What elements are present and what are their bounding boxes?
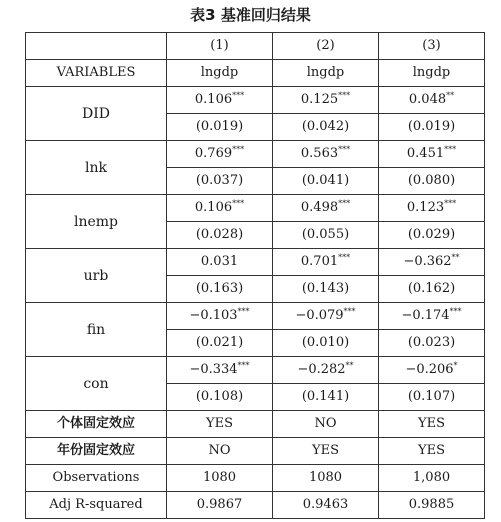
regression-table-body (26, 33, 485, 519)
standard-error-cell: (0.107) (379, 384, 485, 411)
footer-label: 年份固定效应 (26, 438, 167, 465)
coefficient-value: 0.563 (300, 146, 339, 161)
footer-value: 0.9463 (273, 492, 379, 519)
significance-stars: *** (338, 253, 351, 262)
standard-error-cell: (0.019) (167, 114, 273, 141)
coefficient-cell (167, 195, 273, 222)
standard-error-cell: (0.163) (167, 276, 273, 303)
header-cell-1: (1) (167, 33, 273, 60)
significance-stars: *** (232, 91, 245, 100)
coefficient-value: 0.106 (194, 200, 233, 215)
coefficient-value: −0.334 (189, 362, 238, 377)
variable-name: DID (26, 87, 167, 141)
coefficient-row (26, 87, 485, 114)
footer-row (26, 411, 485, 438)
coefficient-cell (273, 303, 379, 330)
significance-stars: ** (451, 253, 460, 262)
variable-name: con (26, 357, 167, 411)
coefficient-cell (379, 195, 485, 222)
coefficient-cell (379, 87, 485, 114)
dependent-value: lngdp (167, 60, 273, 87)
coefficient-cell (273, 357, 379, 384)
footer-value: YES (273, 438, 379, 465)
standard-error-cell: (0.021) (167, 330, 273, 357)
dependent-value: lngdp (379, 60, 485, 87)
footer-row (26, 438, 485, 465)
coefficient-cell (273, 87, 379, 114)
coefficient-cell (167, 303, 273, 330)
coefficient-row (26, 141, 485, 168)
coefficient-cell (167, 357, 273, 384)
standard-error-cell: (0.010) (273, 330, 379, 357)
significance-stars: *** (444, 145, 457, 154)
footer-label: 个体固定效应 (26, 411, 167, 438)
coefficient-cell (273, 195, 379, 222)
coefficient-value: 0.769 (194, 146, 233, 161)
standard-error-cell: (0.037) (167, 168, 273, 195)
standard-error-cell: (0.080) (379, 168, 485, 195)
coefficient-value: 0.106 (194, 92, 233, 107)
significance-stars: *** (338, 91, 351, 100)
significance-stars: *** (232, 145, 245, 154)
footer-value: 1080 (167, 465, 273, 492)
regression-table (25, 32, 485, 519)
dependent-value: lngdp (273, 60, 379, 87)
coefficient-value: −0.206 (405, 362, 454, 377)
footer-value: 1080 (273, 465, 379, 492)
coefficient-cell (379, 249, 485, 276)
standard-error-cell: (0.028) (167, 222, 273, 249)
standard-error-cell: (0.019) (379, 114, 485, 141)
coefficient-value: 0.125 (300, 92, 339, 107)
coefficient-cell (273, 141, 379, 168)
dependent-label: VARIABLES (26, 60, 167, 87)
coefficient-value: −0.362 (403, 254, 452, 269)
coefficient-cell (379, 303, 485, 330)
coefficient-value: 0.048 (408, 92, 447, 107)
standard-error-cell: (0.041) (273, 168, 379, 195)
coefficient-row (26, 303, 485, 330)
coefficient-value: 0.498 (300, 200, 339, 215)
footer-label: Observations (26, 465, 167, 492)
standard-error-cell: (0.042) (273, 114, 379, 141)
coefficient-cell (167, 87, 273, 114)
coefficient-cell (167, 249, 273, 276)
header-cell-2: (2) (273, 33, 379, 60)
header-cell-blank (26, 33, 167, 60)
significance-stars: *** (232, 199, 245, 208)
significance-stars: *** (444, 199, 457, 208)
significance-stars: *** (338, 199, 351, 208)
standard-error-cell: (0.141) (273, 384, 379, 411)
footer-value: 0.9885 (379, 492, 485, 519)
significance-stars: *** (449, 307, 462, 316)
footer-row (26, 465, 485, 492)
coefficient-value: 0.123 (406, 200, 445, 215)
header-cell-3: (3) (379, 33, 485, 60)
coefficient-cell (167, 141, 273, 168)
variable-name: lnemp (26, 195, 167, 249)
significance-stars: *** (237, 361, 250, 370)
significance-stars: *** (343, 307, 356, 316)
coefficient-row (26, 249, 485, 276)
standard-error-cell: (0.162) (379, 276, 485, 303)
coefficient-row (26, 357, 485, 384)
standard-error-cell: (0.023) (379, 330, 485, 357)
standard-error-cell: (0.108) (167, 384, 273, 411)
footer-label: Adj R-squared (26, 492, 167, 519)
significance-stars: ** (446, 91, 455, 100)
coefficient-cell (273, 249, 379, 276)
coefficient-value: 0.031 (200, 254, 239, 269)
table-title: 表3 基准回归结果 (190, 6, 311, 24)
footer-value: YES (379, 438, 485, 465)
significance-stars: ** (345, 361, 354, 370)
coefficient-value: 0.451 (406, 146, 445, 161)
significance-stars: * (453, 361, 458, 370)
standard-error-cell: (0.143) (273, 276, 379, 303)
standard-error-cell: (0.029) (379, 222, 485, 249)
footer-value: 0.9867 (167, 492, 273, 519)
coefficient-cell (379, 141, 485, 168)
variable-name: fin (26, 303, 167, 357)
coefficient-value: −0.079 (295, 308, 344, 323)
coefficient-cell (379, 357, 485, 384)
footer-row (26, 492, 485, 519)
coefficient-value: −0.103 (189, 308, 238, 323)
coefficient-value: −0.174 (401, 308, 450, 323)
dependent-variable-row (26, 60, 485, 87)
significance-stars: *** (338, 145, 351, 154)
variable-name: lnk (26, 141, 167, 195)
coefficient-row (26, 195, 485, 222)
coefficient-value: 0.701 (300, 254, 339, 269)
footer-value: NO (167, 438, 273, 465)
footer-value: YES (167, 411, 273, 438)
footer-value: NO (273, 411, 379, 438)
footer-value: 1,080 (379, 465, 485, 492)
significance-stars: *** (237, 307, 250, 316)
coefficient-value: −0.282 (297, 362, 346, 377)
variable-name: urb (26, 249, 167, 303)
header-row (26, 33, 485, 60)
standard-error-cell: (0.055) (273, 222, 379, 249)
footer-value: YES (379, 411, 485, 438)
